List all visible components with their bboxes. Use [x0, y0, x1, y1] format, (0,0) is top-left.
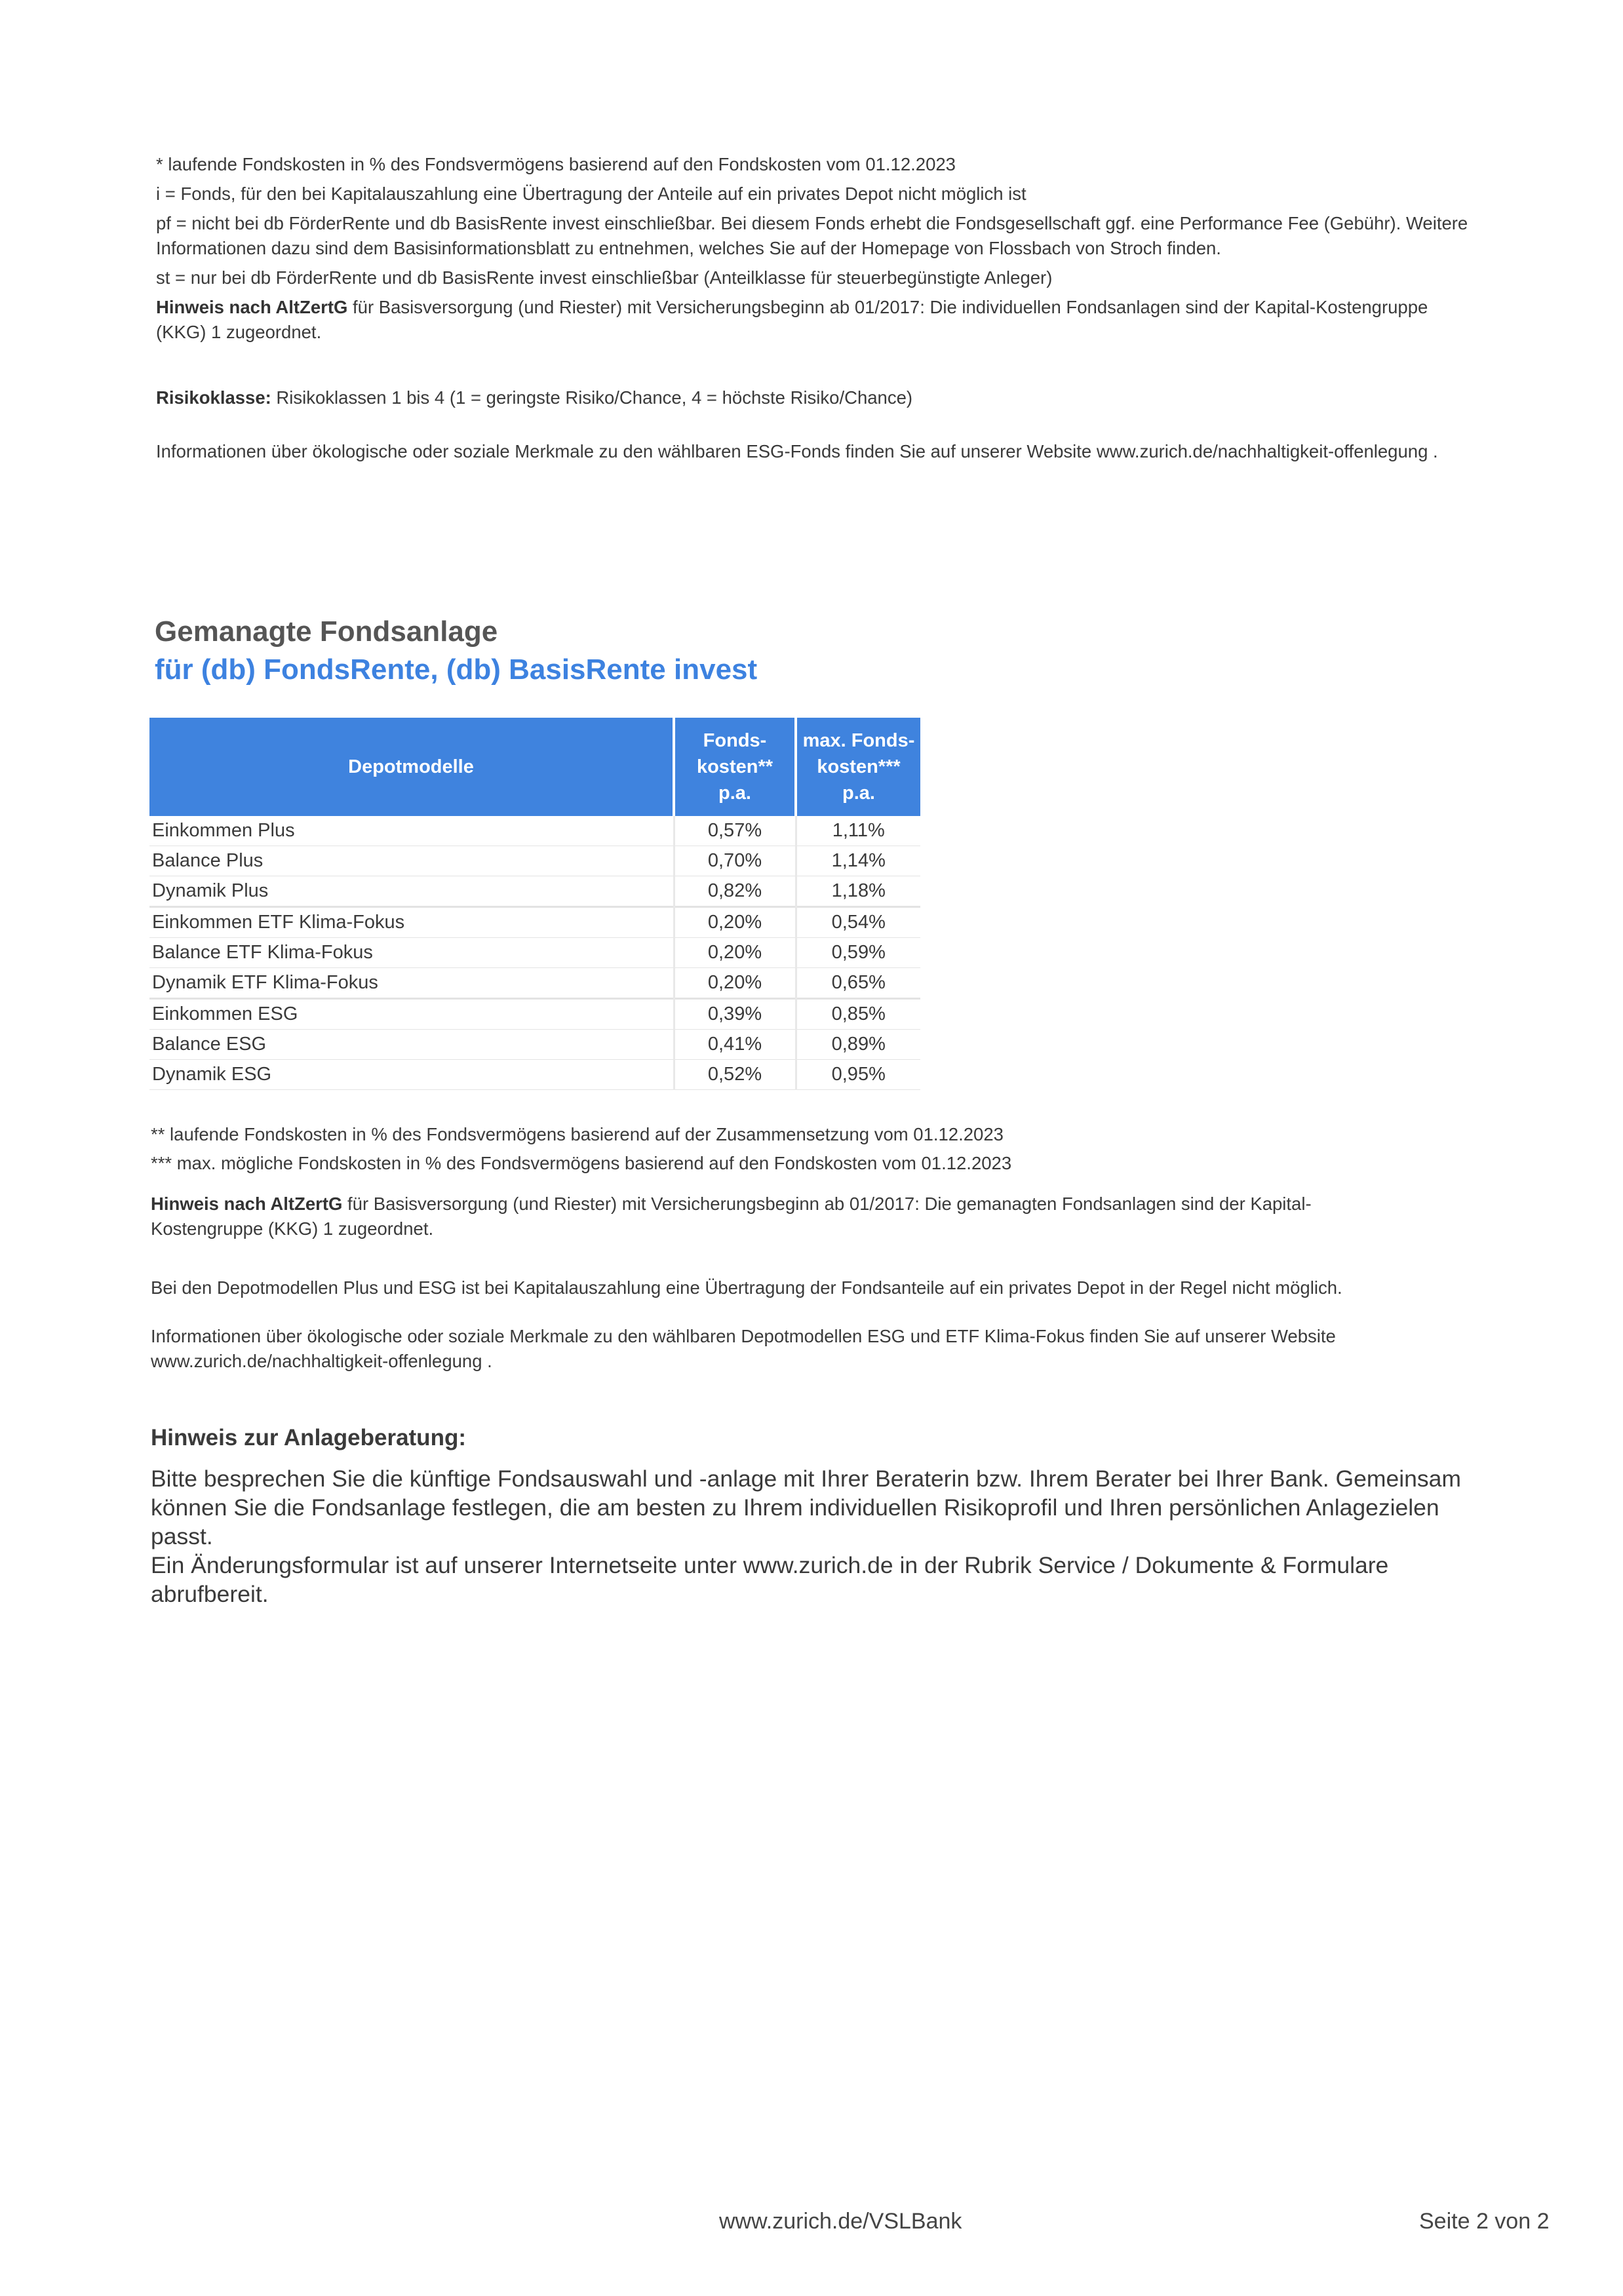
depotmodelle-table [149, 718, 920, 1090]
max-fondskosten-value: 1,18% [796, 876, 920, 907]
depot-name: Balance Plus [149, 846, 674, 876]
max-fondskosten-value: 0,54% [796, 907, 920, 938]
fondskosten-value: 0,70% [674, 846, 796, 876]
fondskosten-value: 0,41% [674, 1030, 796, 1060]
footnotes-top [156, 152, 1480, 349]
depot-name: Einkommen Plus [149, 816, 674, 846]
risikoklasse-text: Risikoklassen 1 bis 4 (1 = geringste Risiko/Chance, 4 = höchste Risiko/Chance) [271, 387, 913, 408]
fondskosten-value: 0,20% [674, 968, 796, 999]
depot-name: Dynamik ETF Klima-Fokus [149, 968, 674, 999]
footnote-triple-star: *** max. mögliche Fondskosten in % des Fondsvermögens basierend auf den Fondskosten vom 01.12.2023 [151, 1153, 1012, 1173]
header-max-fondskosten [796, 718, 920, 816]
table-row [149, 907, 920, 938]
max-fondskosten-value: 0,85% [796, 999, 920, 1030]
fondskosten-value: 0,52% [674, 1060, 796, 1090]
risikoklasse-label: Risikoklasse: [156, 387, 271, 408]
plus-esg-note [151, 1275, 1475, 1300]
header-fondskosten-line2: kosten** [696, 756, 773, 777]
beratung-paragraph: Ein Änderungsformular ist auf unserer Internetseite unter www.zurich.de in der Rubrik Service / Dokumente & Formulare abrufbereit. [151, 1552, 1396, 1607]
esg-info-top [156, 439, 1480, 464]
depot-name: Dynamik Plus [149, 876, 674, 907]
esg-info-bottom [151, 1324, 1475, 1374]
footnotes-bottom [151, 1122, 1475, 1180]
table-row [149, 816, 920, 846]
footnote-double-star: ** laufende Fondskosten in % des Fondsvermögens basierend auf der Zusammensetzung vom 01.12.2023 [151, 1124, 1004, 1144]
header-fondskosten-line3: p.a. [718, 783, 751, 804]
beratung-heading: Hinweis zur Anlageberatung: [151, 1425, 466, 1450]
table-row [149, 999, 920, 1030]
page-number: Seite 2 von 2 [1419, 2209, 1550, 2234]
footnote-i: i = Fonds, für den bei Kapitalauszahlung eine Übertragung der Anteile auf ein privates Depot nicht möglich ist [156, 184, 1027, 204]
table-row [149, 938, 920, 968]
table-row [149, 968, 920, 999]
hinweis-altzertg-top [156, 295, 1480, 345]
table-row [149, 876, 920, 907]
plus-esg-note-text: Bei den Depotmodellen Plus und ESG ist bei Kapitalauszahlung eine Übertragung der Fondsanteile auf ein privates Depot in der Regel nicht möglich. [151, 1277, 1342, 1298]
section-subtitle: für (db) FondsRente, (db) BasisRente invest [155, 653, 758, 686]
depot-name: Balance ESG [149, 1030, 674, 1060]
beratung-paragraph: Bitte besprechen Sie die künftige Fondsauswahl und -anlage mit Ihrer Beraterin bzw. Ihrem Berater bei Ihrer Bank. Gemeinsam können Sie die Fondsanlage festlegen, die am besten zu Ihrem individuellen Risikoprofil und Ihren persönlichen Anlagezielen passt. [151, 1466, 1468, 1549]
fondskosten-value: 0,39% [674, 999, 796, 1030]
hinweis-bottom-text: für Basisversorgung (und Riester) mit Versicherungsbeginn ab 01/2017: Die gemanagten Fondsanlagen sind der Kapital-Kostengruppe (KKG) 1 zugeordnet. [151, 1194, 1312, 1239]
hinweis-text: für Basisversorgung (und Riester) mit Versicherungsbeginn ab 01/2017: Die individuellen Fondsanlagen sind der Kapital-Kostengruppe (KKG) 1 zugeordnet. [156, 297, 1433, 342]
max-fondskosten-value: 1,11% [796, 816, 920, 846]
section-title: Gemanagte Fondsanlage [155, 615, 498, 648]
hinweis-bottom-label: Hinweis nach AltZertG [151, 1194, 343, 1214]
esg-info-bottom-text: Informationen über ökologische oder soziale Merkmale zu den wählbaren Depotmodellen ESG und ETF Klima-Fokus finden Sie auf unserer Website www.zurich.de/nachhaltigkeit-offenlegung . [151, 1326, 1341, 1371]
header-max-line1: max. Fonds- [802, 730, 915, 751]
header-fondskosten [674, 718, 796, 816]
hinweis-label: Hinweis nach AltZertG [156, 297, 348, 317]
depot-name: Balance ETF Klima-Fokus [149, 938, 674, 968]
beratung-body [151, 1464, 1501, 1608]
risikoklasse-note [156, 385, 1480, 410]
footnote-pf: pf = nicht bei db FörderRente und db BasisRente invest einschließbar. Bei diesem Fonds erhebt die Fondsgesellschaft ggf. eine Performance Fee (Gebühr). Weitere Informationen dazu sind dem Basisinformationsblatt zu entnehmen, welches Sie auf der Homepage von Flossbach von Stroch finden. [156, 213, 1473, 258]
fondskosten-value: 0,82% [674, 876, 796, 907]
fondskosten-value: 0,20% [674, 907, 796, 938]
table-row [149, 1060, 920, 1090]
max-fondskosten-value: 0,65% [796, 968, 920, 999]
table-header-row [149, 718, 920, 816]
max-fondskosten-value: 1,14% [796, 846, 920, 876]
max-fondskosten-value: 0,95% [796, 1060, 920, 1090]
esg-info-top-text: Informationen über ökologische oder soziale Merkmale zu den wählbaren ESG-Fonds finden Sie auf unserer Website www.zurich.de/nachhaltigkeit-offenlegung . [156, 441, 1438, 461]
depot-name: Einkommen ETF Klima-Fokus [149, 907, 674, 938]
hinweis-altzertg-bottom [151, 1192, 1331, 1241]
max-fondskosten-value: 0,89% [796, 1030, 920, 1060]
footer-url: www.zurich.de/VSLBank [719, 2209, 962, 2234]
header-max-line3: p.a. [842, 783, 875, 804]
max-fondskosten-value: 0,59% [796, 938, 920, 968]
table-row [149, 1030, 920, 1060]
fondskosten-value: 0,20% [674, 938, 796, 968]
depot-name: Dynamik ESG [149, 1060, 674, 1090]
header-max-line2: kosten*** [817, 756, 901, 777]
header-depotmodelle: Depotmodelle [149, 718, 674, 816]
depot-name: Einkommen ESG [149, 999, 674, 1030]
footnote-st: st = nur bei db FörderRente und db BasisRente invest einschließbar (Anteilklasse für steuerbegünstigte Anleger) [156, 267, 1053, 288]
footnote-fondskosten: * laufende Fondskosten in % des Fondsvermögens basierend auf den Fondskosten vom 01.12.2023 [156, 154, 956, 174]
fondskosten-value: 0,57% [674, 816, 796, 846]
table-row [149, 846, 920, 876]
header-fondskosten-line1: Fonds- [703, 730, 767, 751]
